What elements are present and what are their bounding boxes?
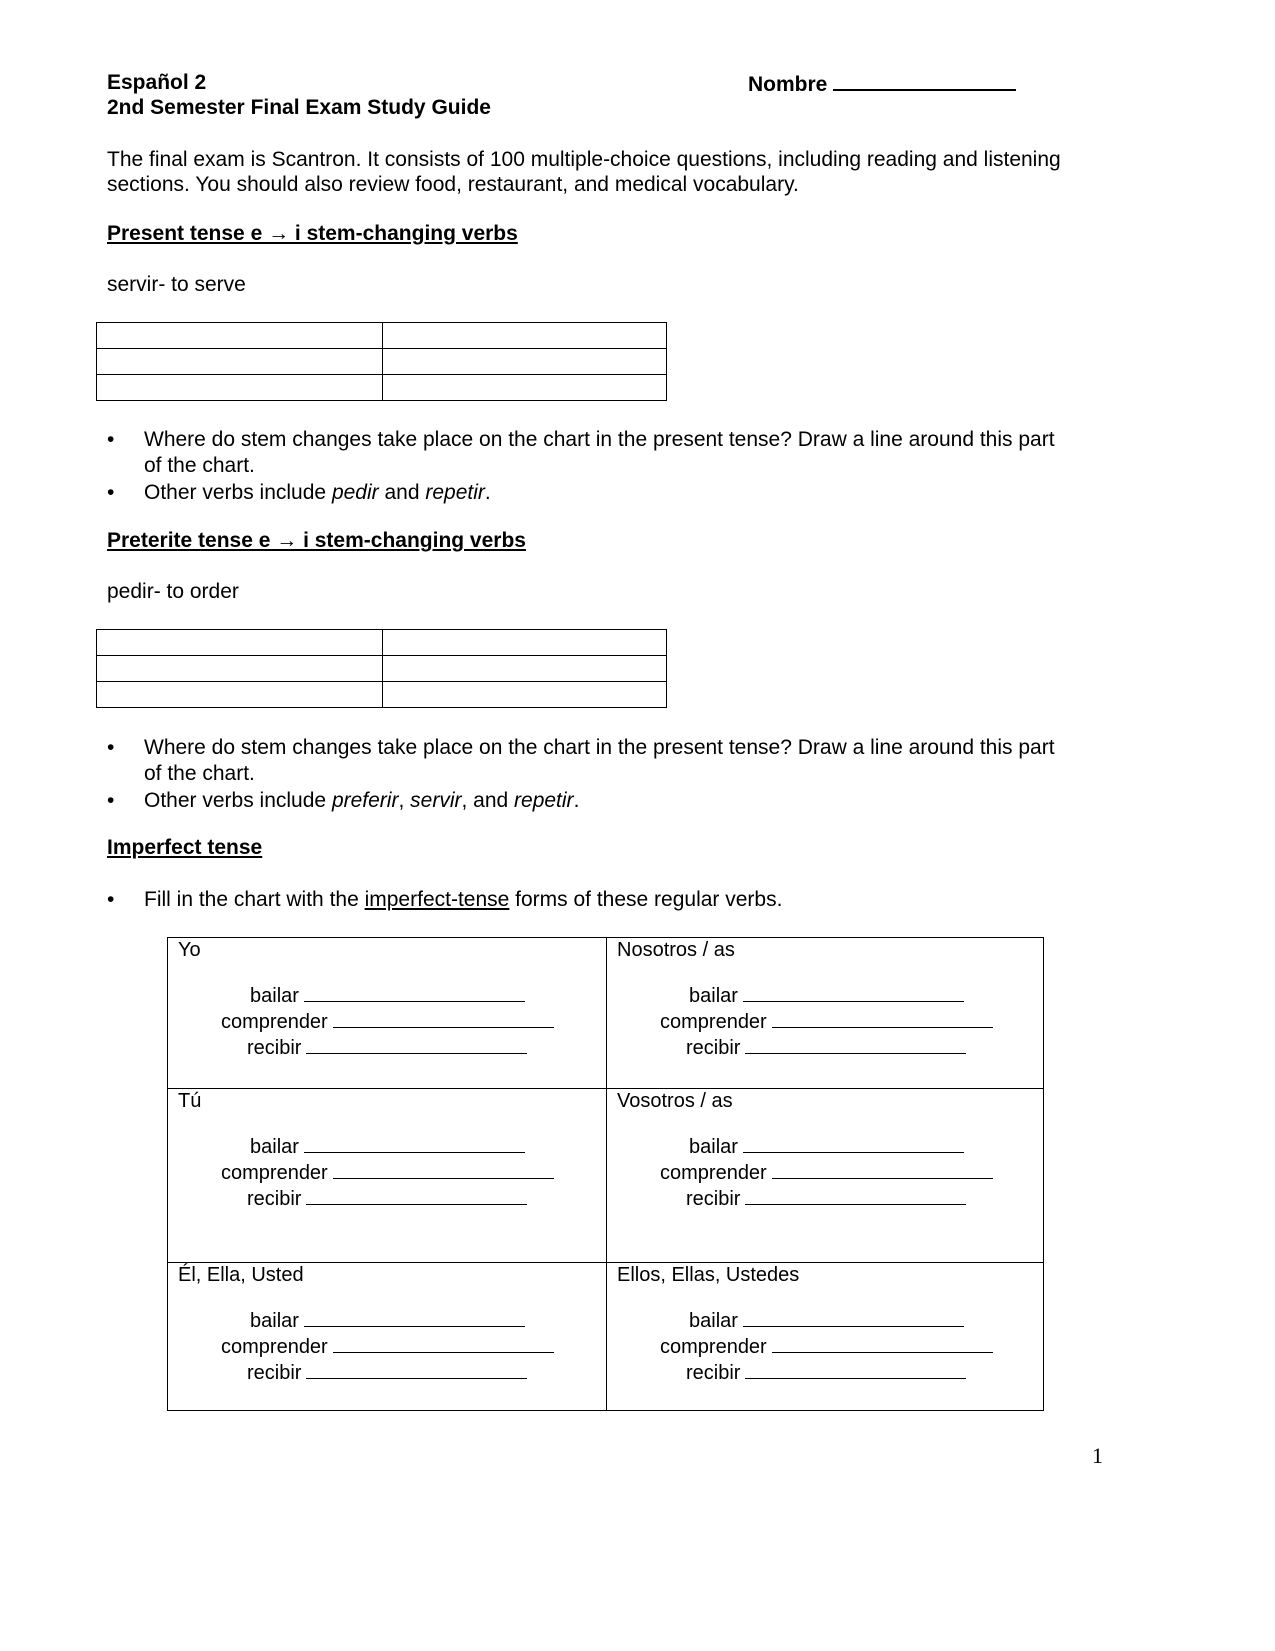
- servir-conjugation-chart: [96, 322, 667, 401]
- cell-title: Nosotros / as: [617, 939, 735, 961]
- answer-blank[interactable]: [304, 1136, 525, 1153]
- chart-cell: [383, 375, 667, 401]
- answer-blank[interactable]: [333, 1011, 554, 1028]
- bullet-text-line: Where do stem changes take place on the chart in the present tense? Draw a line around this part: [144, 428, 1055, 451]
- answer-blank[interactable]: [304, 985, 525, 1002]
- verb-label: bailar: [250, 1136, 299, 1158]
- verb-label: recibir: [247, 1188, 302, 1210]
- bullet-glyph: •: [107, 888, 115, 911]
- verb-example: servir: [410, 789, 462, 812]
- underlined-term: imperfect-tense: [364, 888, 510, 911]
- chart-cell: [97, 682, 383, 708]
- verb-label: recibir: [686, 1188, 741, 1210]
- answer-blank[interactable]: [745, 1037, 966, 1054]
- verb-label: bailar: [250, 1310, 299, 1332]
- verb-line: [686, 1188, 966, 1211]
- chart-cell: [97, 656, 383, 682]
- intro-line-2: sections. You should also review food, restaurant, and medical vocabulary.: [107, 173, 799, 196]
- chart-cell: [383, 349, 667, 375]
- answer-blank[interactable]: [333, 1162, 554, 1179]
- answer-blank[interactable]: [772, 1011, 993, 1028]
- bullet-text-line: Where do stem changes take place on the chart in the present tense? Draw a line around this part: [144, 736, 1055, 759]
- verb-label: bailar: [689, 1310, 738, 1332]
- cell-title: Ellos, Ellas, Ustedes: [617, 1264, 800, 1286]
- imperfect-cell-tu: [168, 1089, 607, 1263]
- chart-cell: [97, 323, 383, 349]
- verb-pedir: pedir- to order: [107, 580, 239, 603]
- verb-line: [247, 1362, 527, 1385]
- pedir-conjugation-chart: [96, 629, 667, 708]
- bullet-text: Other verbs include: [144, 789, 332, 812]
- chart-cell: [383, 630, 667, 656]
- verb-label: comprender: [221, 1336, 328, 1358]
- imperfect-chart: [167, 937, 1044, 1411]
- verb-line: [686, 1362, 966, 1385]
- verb-line: [660, 1162, 993, 1185]
- verb-line: [660, 1011, 993, 1034]
- bullet-glyph: •: [107, 736, 115, 759]
- answer-blank[interactable]: [304, 1310, 525, 1327]
- answer-blank[interactable]: [745, 1362, 966, 1379]
- chart-cell: [383, 656, 667, 682]
- bullet-text: .: [573, 789, 580, 812]
- bullet-text: ,: [398, 789, 411, 812]
- chart-cell: [383, 323, 667, 349]
- list-item: [107, 735, 1117, 787]
- verb-label: comprender: [660, 1162, 767, 1184]
- verb-line: [221, 1011, 554, 1034]
- answer-blank[interactable]: [743, 1136, 964, 1153]
- cell-title: Tú: [178, 1090, 202, 1112]
- verb-label: comprender: [660, 1336, 767, 1358]
- verb-label: bailar: [689, 985, 738, 1007]
- section-heading-preterite-stem: Preterite tense e → i stem-changing verbs: [107, 529, 526, 552]
- answer-blank[interactable]: [306, 1037, 527, 1054]
- answer-blank[interactable]: [772, 1336, 993, 1353]
- bullet-glyph: •: [107, 481, 115, 504]
- verb-line: [689, 1136, 964, 1159]
- chart-cell: [97, 375, 383, 401]
- verb-label: recibir: [247, 1362, 302, 1384]
- bullet-text: Other verbs include: [144, 481, 332, 504]
- verb-label: recibir: [686, 1037, 741, 1059]
- verb-example: pedir: [331, 481, 379, 504]
- verb-line: [247, 1188, 527, 1211]
- section-heading-imperfect: Imperfect tense: [107, 836, 263, 859]
- imperfect-cell-nosotros: [607, 938, 1044, 1089]
- verb-line: [686, 1037, 966, 1060]
- list-item: [107, 887, 1117, 913]
- imperfect-cell-ellos: [607, 1263, 1044, 1411]
- cell-title: Vosotros / as: [617, 1090, 733, 1112]
- verb-line: [689, 1310, 964, 1333]
- imperfect-cell-el: [168, 1263, 607, 1411]
- answer-blank[interactable]: [745, 1188, 966, 1205]
- verb-line: [221, 1336, 554, 1359]
- verb-example: repetir: [425, 481, 485, 504]
- bullet-text: forms of these regular verbs.: [509, 888, 783, 911]
- answer-blank[interactable]: [333, 1336, 554, 1353]
- bullet-glyph: •: [107, 428, 115, 451]
- verb-label: comprender: [221, 1011, 328, 1033]
- cell-title: Él, Ella, Usted: [178, 1264, 304, 1286]
- answer-blank[interactable]: [743, 985, 964, 1002]
- section2-bullets: [107, 735, 1117, 815]
- verb-label: recibir: [686, 1362, 741, 1384]
- answer-blank[interactable]: [306, 1362, 527, 1379]
- imperfect-cell-yo: [168, 938, 607, 1089]
- bullet-text: and: [378, 481, 426, 504]
- name-field: [748, 71, 1016, 97]
- verb-line: [247, 1037, 527, 1060]
- bullet-text-line: of the chart.: [144, 762, 255, 785]
- bullet-text-line: of the chart.: [144, 454, 255, 477]
- verb-line: [250, 1136, 525, 1159]
- answer-blank[interactable]: [306, 1188, 527, 1205]
- verb-line: [250, 1310, 525, 1333]
- section-heading-present-stem: Present tense e → i stem-changing verbs: [107, 222, 518, 245]
- verb-example: preferir: [331, 789, 399, 812]
- page-number: 1: [1092, 1443, 1103, 1468]
- answer-blank[interactable]: [772, 1162, 993, 1179]
- imperfect-cell-vosotros: [607, 1089, 1044, 1263]
- verb-servir: servir- to serve: [107, 273, 246, 296]
- verb-line: [660, 1336, 993, 1359]
- document-title: 2nd Semester Final Exam Study Guide: [107, 96, 491, 119]
- bullet-text: , and: [461, 789, 515, 812]
- course-title: Español 2: [107, 71, 207, 94]
- verb-label: comprender: [221, 1162, 328, 1184]
- name-blank-line: [833, 71, 1016, 91]
- list-item: [107, 427, 1117, 479]
- chart-cell: [383, 682, 667, 708]
- verb-label: comprender: [660, 1011, 767, 1033]
- list-item: [107, 788, 1117, 814]
- section1-bullets: [107, 427, 1117, 507]
- verb-label: recibir: [247, 1037, 302, 1059]
- verb-label: bailar: [689, 1136, 738, 1158]
- chart-cell: [97, 349, 383, 375]
- verb-example: repetir: [514, 789, 574, 812]
- name-label: Nombre: [748, 73, 828, 96]
- verb-label: bailar: [250, 985, 299, 1007]
- list-item: [107, 480, 1117, 506]
- verb-line: [689, 985, 964, 1008]
- verb-line: [221, 1162, 554, 1185]
- bullet-text: .: [484, 481, 491, 504]
- verb-line: [250, 985, 525, 1008]
- bullet-glyph: •: [107, 789, 115, 812]
- cell-title: Yo: [178, 939, 201, 961]
- intro-line-1: The final exam is Scantron. It consists of 100 multiple-choice questions, including reading and listening: [107, 148, 1061, 171]
- chart-cell: [97, 630, 383, 656]
- section3-bullets: [107, 887, 1117, 914]
- answer-blank[interactable]: [743, 1310, 964, 1327]
- bullet-text: Fill in the chart with the: [144, 888, 365, 911]
